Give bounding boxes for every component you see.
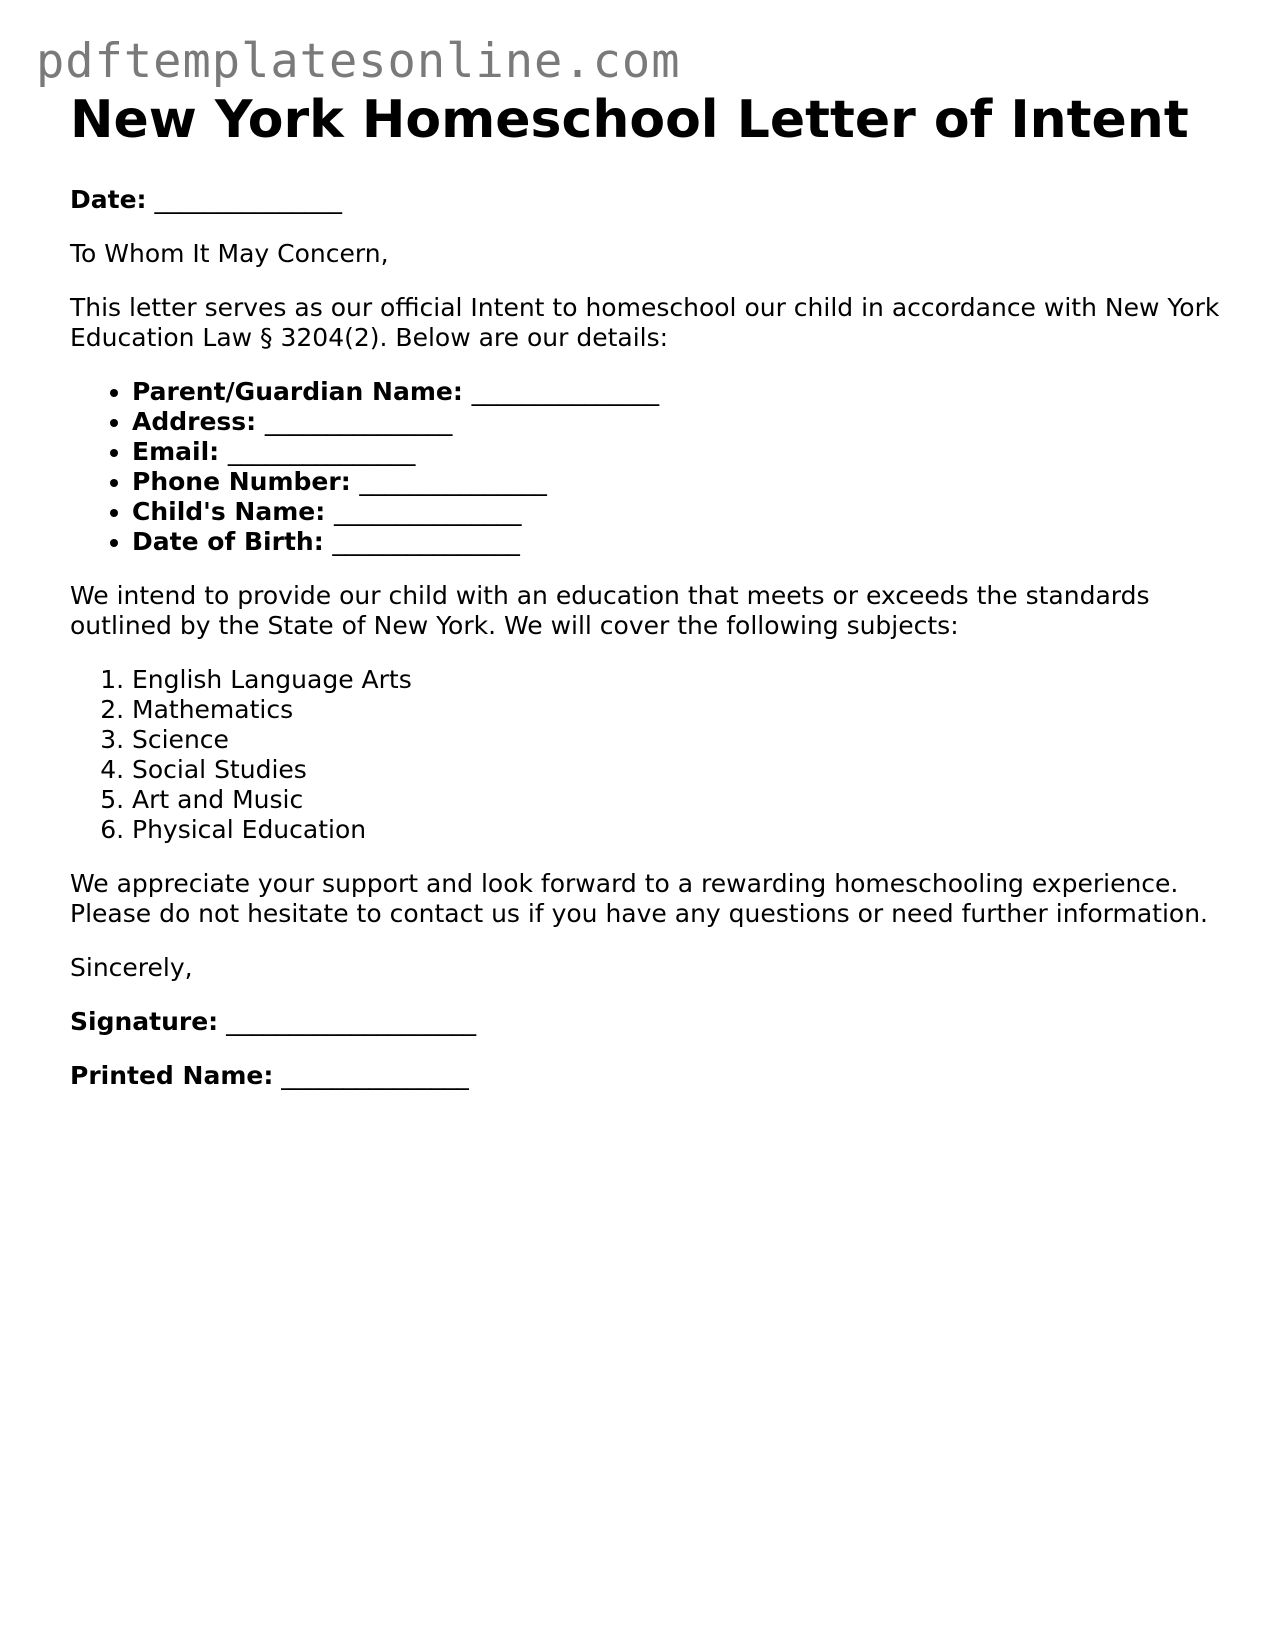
signature-line <box>70 1007 1220 1037</box>
printed-name-blank: _______________ <box>281 1061 469 1090</box>
signature-blank: ____________________ <box>226 1007 477 1036</box>
subject-item: 4. Social Studies <box>132 755 1220 785</box>
subject-item: 1. English Language Arts <box>132 665 1220 695</box>
details-list <box>70 377 1220 557</box>
intro-paragraph: This letter serves as our official Intent to homeschool our child in accordance with New York Education Law § 3204(2). Below are our details: <box>70 293 1220 352</box>
signature-label: Signature: <box>70 1007 219 1036</box>
detail-date-of-birth <box>132 527 1220 557</box>
detail-blank: _______________ <box>471 377 660 406</box>
salutation: To Whom It May Concern, <box>70 239 389 268</box>
detail-blank: _______________ <box>333 497 522 526</box>
sign-off: Sincerely, <box>70 953 193 982</box>
letter-body <box>70 86 1220 1091</box>
standards-paragraph: We intend to provide our child with an education that meets or exceeds the standards outlined by the State of New York. We will cover the following subjects: <box>70 581 1150 640</box>
detail-label: Email: <box>132 437 220 466</box>
detail-blank: _______________ <box>332 527 520 556</box>
detail-blank: _______________ <box>264 407 453 436</box>
detail-address <box>132 407 1220 437</box>
printed-name-line <box>70 1061 1220 1091</box>
subject-item: 2. Mathematics <box>132 695 1220 725</box>
subjects-list <box>70 665 1220 845</box>
subject-item: 5. Art and Music <box>132 785 1220 815</box>
detail-parent-guardian-name <box>132 377 1220 407</box>
date-label: Date: <box>70 185 147 214</box>
date-line <box>70 185 1220 215</box>
subject-item: 6. Physical Education <box>132 815 1220 845</box>
detail-phone-number <box>132 467 1220 497</box>
detail-blank: _______________ <box>359 467 547 496</box>
subject-item: 3. Science <box>132 725 1220 755</box>
closing-paragraph: We appreciate your support and look forward to a rewarding homeschooling experience. Please do not hesitate to contact us if you have any questions or need further information. <box>70 869 1208 928</box>
date-blank: _______________ <box>154 185 342 214</box>
detail-label: Date of Birth: <box>132 527 324 556</box>
detail-label: Parent/Guardian Name: <box>132 377 463 406</box>
detail-label: Phone Number: <box>132 467 351 496</box>
page-title: New York Homeschool Letter of Intent <box>70 90 1189 150</box>
detail-email <box>132 437 1220 467</box>
printed-name-label: Printed Name: <box>70 1061 274 1090</box>
detail-childs-name <box>132 497 1220 527</box>
detail-blank: _______________ <box>227 437 416 466</box>
watermark: pdftemplatesonline.com <box>36 34 681 89</box>
detail-label: Address: <box>132 407 257 436</box>
detail-label: Child's Name: <box>132 497 326 526</box>
